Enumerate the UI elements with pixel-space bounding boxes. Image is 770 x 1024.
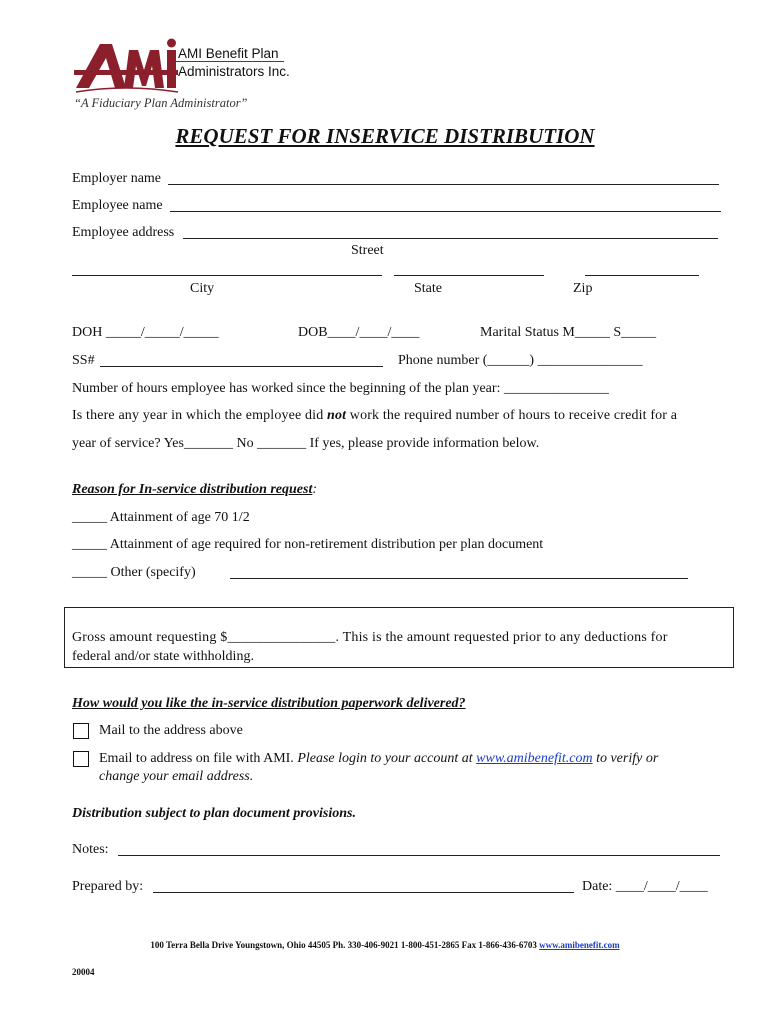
email-option-text: Email to address on file with AMI. xyxy=(99,751,298,766)
gross-amount-line2: federal and/or state withholding. xyxy=(72,649,254,664)
company-name-line2: Administrators Inc. xyxy=(178,64,290,79)
footer-address-text: 100 Terra Bella Drive Youngstown, Ohio 44505 Ph. 330-406-9021 1-800-451-2865 Fax 1-866-436-6703 xyxy=(150,940,540,950)
company-name-line1: AMI Benefit Plan xyxy=(178,46,279,61)
delivery-heading: How would you like the in-service distribution paperwork delivered? xyxy=(72,696,466,711)
email-option-post: to verify or xyxy=(592,751,659,766)
reason-heading-text: Reason for In-service distribution request xyxy=(72,482,313,497)
city-field[interactable] xyxy=(72,275,382,276)
date-field[interactable]: Date: ____/____/____ xyxy=(582,879,708,894)
other-specify-field[interactable] xyxy=(230,578,688,579)
page-title: REQUEST FOR INSERVICE DISTRIBUTION xyxy=(175,124,595,148)
dob-field[interactable]: DOB____/____/____ xyxy=(298,325,420,340)
city-caption: City xyxy=(190,281,215,296)
mail-checkbox[interactable] xyxy=(73,723,89,739)
reason-age-plan[interactable]: _____ Attainment of age required for non-retirement distribution per plan document xyxy=(72,537,544,552)
state-field[interactable] xyxy=(394,275,544,276)
mail-option-label: Mail to the address above xyxy=(99,723,243,738)
notes-label: Notes: xyxy=(72,842,109,857)
prepared-by-field[interactable] xyxy=(153,892,574,893)
phone-field[interactable]: Phone number (______) _______________ xyxy=(398,353,643,368)
gross-amount-line1[interactable]: Gross amount requesting $_______________. This is the amount requested prior to any deductions for xyxy=(72,630,668,645)
employee-address-label: Employee address xyxy=(72,225,175,240)
email-option-italic: Please login to your account at xyxy=(297,751,477,766)
street-field[interactable] xyxy=(183,238,718,239)
prepared-by-label: Prepared by: xyxy=(72,879,144,894)
reason-heading xyxy=(72,482,317,498)
year-question-not: not xyxy=(327,408,347,423)
form-number: 20004 xyxy=(72,967,95,977)
doh-field[interactable]: DOH _____/_____/_____ xyxy=(72,325,219,340)
amibenefit-link[interactable]: www.amibenefit.com xyxy=(476,751,593,766)
hours-worked-field[interactable]: Number of hours employee has worked since the beginning of the plan year: _______________ xyxy=(72,381,609,396)
email-option-label xyxy=(99,751,658,767)
company-logo xyxy=(74,38,314,114)
reason-age-70[interactable]: _____ Attainment of age 70 1/2 xyxy=(72,510,250,525)
email-checkbox[interactable] xyxy=(73,751,89,767)
year-of-service-answer[interactable]: year of service? Yes_______ No _______ If yes, please provide information below. xyxy=(72,436,540,451)
subject-notice: Distribution subject to plan document provisions. xyxy=(72,806,356,821)
footer-address xyxy=(0,940,770,950)
employer-name-field[interactable] xyxy=(168,184,719,185)
street-caption: Street xyxy=(351,243,384,258)
year-question-text-1: Is there any year in which the employee did xyxy=(72,408,328,423)
state-caption: State xyxy=(414,281,442,296)
year-of-service-question xyxy=(72,408,677,424)
notes-field[interactable] xyxy=(118,855,720,856)
marital-status-field[interactable]: Marital Status M_____ S_____ xyxy=(480,325,657,340)
employer-name-label: Employer name xyxy=(72,171,162,186)
reason-other[interactable]: _____ Other (specify) xyxy=(72,565,196,580)
logo-tagline: “A Fiduciary Plan Administrator” xyxy=(74,96,248,110)
reason-heading-colon: : xyxy=(312,482,318,497)
logo-divider-line xyxy=(176,61,284,62)
zip-caption: Zip xyxy=(573,281,593,296)
email-option-line2: change your email address. xyxy=(99,769,254,784)
zip-field[interactable] xyxy=(585,275,699,276)
ss-label: SS# xyxy=(72,353,95,368)
ss-field[interactable] xyxy=(100,366,383,367)
ami-logo-icon xyxy=(74,38,184,96)
footer-link[interactable]: www.amibenefit.com xyxy=(539,940,620,950)
employee-name-label: Employee name xyxy=(72,198,163,213)
year-question-text-2: work the required number of hours to receive credit for a xyxy=(346,408,678,423)
employee-name-field[interactable] xyxy=(170,211,721,212)
